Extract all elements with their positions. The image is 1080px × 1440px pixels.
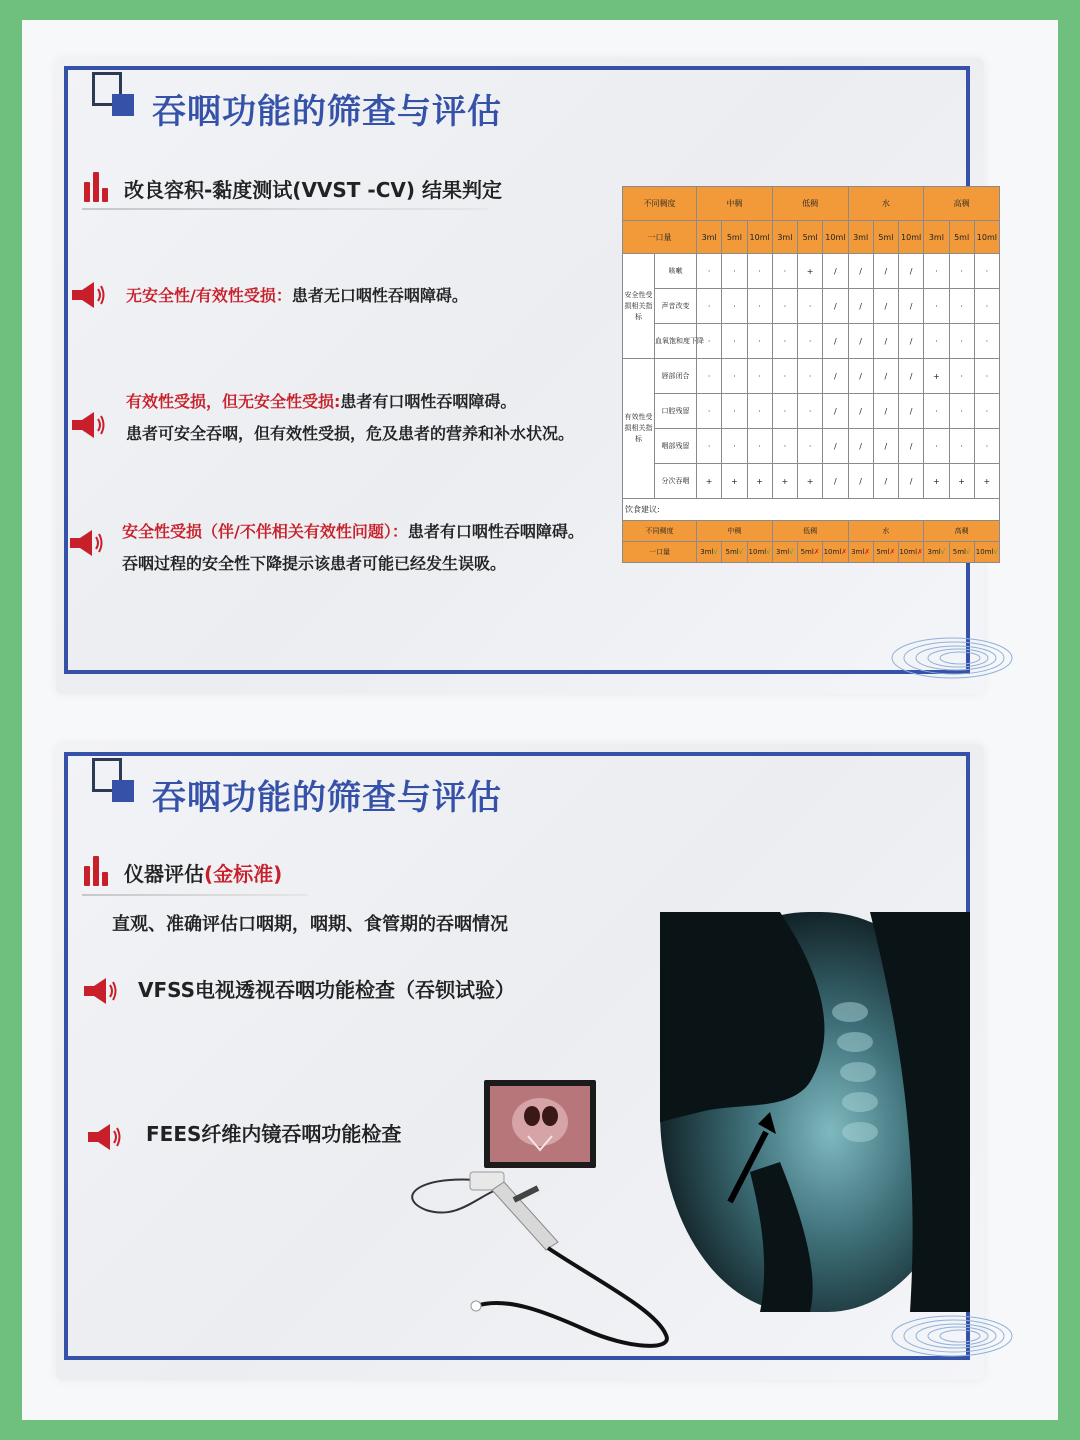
result-cell: · (697, 324, 722, 359)
volume-header: 10ml (899, 221, 924, 254)
result-cell: · (747, 429, 772, 464)
volume-text: 10ml (748, 548, 767, 556)
indicator-label: 口腔残留 (655, 394, 697, 429)
volume-text: 3ml (776, 548, 790, 556)
result-cell: / (899, 464, 924, 499)
result-cell: · (949, 394, 974, 429)
cross-icon: ✗ (813, 548, 820, 556)
result-text: 患者有口咽性吞咽障碍。 (340, 392, 517, 411)
result-cell: · (747, 359, 772, 394)
result-cell: + (772, 464, 797, 499)
result-cell: · (924, 394, 949, 429)
volume-text: 10ml (899, 548, 918, 556)
result-text: 患者有口咽性吞咽障碍。 (407, 522, 584, 541)
slide-instrument (56, 744, 984, 1380)
endoscope-device-image (396, 1080, 686, 1350)
table-row (623, 359, 1000, 394)
consistency-header: 中稠 (697, 187, 773, 221)
indicator-group-label: 安全性受损相关指标 (623, 254, 655, 359)
recommendation-cell (949, 542, 974, 563)
check-icon: √ (738, 548, 744, 556)
recommendation-cell (772, 542, 797, 563)
result-cell: · (974, 324, 999, 359)
result-cell: / (873, 324, 898, 359)
result-cell: · (949, 289, 974, 324)
fees-item: FEES纤维内镜吞咽功能检查 (146, 1122, 402, 1146)
result-cell: + (798, 464, 823, 499)
diet-row (623, 499, 1000, 521)
volume-text: 5ml (800, 548, 814, 556)
cross-icon: ✗ (841, 548, 848, 556)
cross-icon: ✗ (864, 548, 871, 556)
consistency-header: 中稠 (697, 521, 773, 542)
decorative-wave-graphic (882, 622, 978, 686)
volume-header: 5ml (949, 221, 974, 254)
result-cell: + (798, 254, 823, 289)
result-cell: · (798, 394, 823, 429)
recommendation-cell (924, 542, 949, 563)
consistency-header-row (623, 187, 1000, 221)
title-square-icon (92, 758, 138, 808)
decorative-wave-graphic (882, 1300, 978, 1364)
result-cell: · (722, 289, 747, 324)
volume-text: 5ml (876, 548, 890, 556)
result-cell: + (974, 464, 999, 499)
volume-header-row (623, 221, 1000, 254)
result-cell: · (772, 254, 797, 289)
consistency-corner-label: 不同稠度 (623, 521, 697, 542)
result-cell: · (722, 359, 747, 394)
slide-vvst (56, 58, 998, 694)
recommendation-cell (974, 542, 999, 563)
section-heading (124, 858, 282, 887)
result-cell: + (949, 464, 974, 499)
result-cell: + (924, 359, 949, 394)
result-cell: / (823, 429, 848, 464)
volume-text: 5ml (952, 548, 966, 556)
result-cell: · (697, 359, 722, 394)
slide-title: 吞咽功能的筛查与评估 (152, 778, 502, 818)
result-cell: · (974, 254, 999, 289)
volume-header: 3ml (772, 221, 797, 254)
recommendation-cell (722, 542, 747, 563)
volume-header: 10ml (974, 221, 999, 254)
consistency-header: 低稠 (772, 521, 848, 542)
title-square-icon (92, 72, 138, 122)
result-item-safety (122, 516, 584, 580)
table-row (623, 394, 1000, 429)
indicator-label: 血氧饱和度下降 (655, 324, 697, 359)
result-cell: / (823, 464, 848, 499)
result-cell: · (697, 289, 722, 324)
result-cell: / (899, 254, 924, 289)
cross-icon: ✗ (917, 548, 923, 556)
result-cell: / (873, 429, 898, 464)
result-cell: / (823, 394, 848, 429)
indicator-label: 唇部闭合 (655, 359, 697, 394)
table-row (623, 464, 1000, 499)
result-item-no-impairment (126, 280, 468, 312)
volume-header: 10ml (747, 221, 772, 254)
result-cell: / (873, 289, 898, 324)
result-cell: · (722, 394, 747, 429)
result-cell: + (722, 464, 747, 499)
check-icon: √ (993, 548, 998, 556)
result-cell: / (899, 324, 924, 359)
result-cell: · (772, 359, 797, 394)
volume-header: 3ml (924, 221, 949, 254)
consistency-header: 水 (848, 187, 924, 221)
result-item-efficacy (126, 386, 574, 450)
result-cell: · (772, 429, 797, 464)
recommendation-cell (798, 542, 823, 563)
description-text: 直观、准确评估口咽期，咽期、食管期的吞咽情况 (112, 914, 508, 935)
result-cell: · (747, 289, 772, 324)
volume-header: 3ml (848, 221, 873, 254)
megaphone-icon (86, 1122, 122, 1152)
result-cell: / (848, 394, 873, 429)
table-row (623, 429, 1000, 464)
result-label: 安全性受损（伴/不伴相关有效性问题）： (122, 522, 408, 541)
volume-text: 3ml (851, 548, 865, 556)
result-cell: · (949, 254, 974, 289)
result-cell: / (848, 429, 873, 464)
volume-text: 3ml (700, 548, 714, 556)
volume-header: 5ml (873, 221, 898, 254)
volume-text: 3ml (927, 548, 941, 556)
result-cell: / (899, 394, 924, 429)
result-cell: / (823, 324, 848, 359)
result-cell: · (924, 324, 949, 359)
vfss-item: VFSS电视透视吞咽功能检查（吞钡试验） (138, 978, 516, 1002)
result-cell: / (873, 254, 898, 289)
diet-advice-label: 饮食建议: (623, 499, 1000, 521)
consistency-header: 低稠 (772, 187, 848, 221)
volume-header: 10ml (823, 221, 848, 254)
result-cell: / (848, 359, 873, 394)
vfss-xray-image (660, 912, 970, 1312)
indicator-label: 分次吞咽 (655, 464, 697, 499)
check-icon: √ (966, 548, 971, 556)
result-label: 有效性受损，但无安全性受损: (126, 392, 341, 411)
result-cell: · (747, 394, 772, 429)
result-cell: · (974, 359, 999, 394)
result-cell: / (899, 359, 924, 394)
recommendation-cell (873, 542, 898, 563)
result-cell: · (747, 324, 772, 359)
result-cell: / (899, 289, 924, 324)
indicator-label: 咳嗽 (655, 254, 697, 289)
check-icon: √ (713, 548, 718, 556)
result-cell: · (772, 324, 797, 359)
result-cell: / (873, 394, 898, 429)
heading-underline (82, 894, 308, 896)
vvst-result-table (622, 186, 1000, 563)
megaphone-icon (82, 976, 118, 1006)
consistency-header: 水 (848, 521, 924, 542)
result-cell: / (823, 359, 848, 394)
page-sheet (22, 20, 1058, 1420)
table-row (623, 289, 1000, 324)
indicator-label: 咽部残留 (655, 429, 697, 464)
result-cell: · (747, 254, 772, 289)
result-detail: 患者可安全吞咽，但有效性受损，危及患者的营养和补水状况。 (126, 424, 575, 443)
result-cell: · (722, 254, 747, 289)
result-cell: · (798, 359, 823, 394)
result-cell: / (848, 464, 873, 499)
check-icon: √ (940, 548, 946, 556)
result-cell: / (848, 254, 873, 289)
section-heading-text: 仪器评估 (124, 862, 204, 886)
result-cell: · (722, 429, 747, 464)
volume-header: 5ml (798, 221, 823, 254)
result-cell: / (823, 254, 848, 289)
indicator-label: 声音改变 (655, 289, 697, 324)
table-row (623, 324, 1000, 359)
megaphone-icon (70, 280, 106, 310)
megaphone-icon (70, 410, 106, 440)
result-cell: / (873, 464, 898, 499)
result-cell: · (924, 289, 949, 324)
bar-chart-icon (84, 172, 110, 202)
result-cell: + (697, 464, 722, 499)
result-cell: · (949, 324, 974, 359)
volume-text: 10ml (823, 548, 842, 556)
recommendation-cell (848, 542, 873, 563)
result-text: 患者无口咽性吞咽障碍。 (291, 286, 468, 305)
volume-text: 5ml (725, 548, 739, 556)
result-cell: · (772, 394, 797, 429)
volume-text: 10ml (975, 548, 994, 556)
result-cell: · (924, 254, 949, 289)
result-cell: · (924, 429, 949, 464)
recommendation-cell (899, 542, 924, 563)
result-cell: · (949, 359, 974, 394)
megaphone-icon (68, 528, 104, 558)
result-cell: · (949, 429, 974, 464)
result-cell: + (747, 464, 772, 499)
result-cell: / (848, 289, 873, 324)
recommendation-cell (747, 542, 772, 563)
result-cell: · (974, 289, 999, 324)
section-heading: 改良容积-黏度测试(VVST -CV) 结果判定 (124, 178, 502, 202)
result-cell: · (722, 324, 747, 359)
consistency-corner-label: 不同稠度 (623, 187, 697, 221)
consistency-header-row (623, 521, 1000, 542)
indicator-group-label: 有效性受损相关指标 (623, 359, 655, 499)
result-cell: · (697, 394, 722, 429)
result-cell: · (798, 289, 823, 324)
recommendation-cell (823, 542, 848, 563)
volume-header: 3ml (697, 221, 722, 254)
result-cell: · (798, 429, 823, 464)
result-label: 无安全性/有效性受损： (126, 286, 292, 305)
result-detail: 吞咽过程的安全性下降提示该患者可能已经发生误吸。 (122, 554, 507, 573)
result-cell: · (798, 324, 823, 359)
result-cell: / (823, 289, 848, 324)
cross-icon: ✗ (889, 548, 896, 556)
result-cell: / (848, 324, 873, 359)
heading-underline (82, 208, 488, 210)
volume-label: 一口量 (623, 221, 697, 254)
volume-label: 一口量 (623, 542, 697, 563)
volume-header: 5ml (722, 221, 747, 254)
recommendation-row (623, 542, 1000, 563)
result-cell: · (697, 429, 722, 464)
check-icon: √ (789, 548, 794, 556)
result-cell: / (873, 359, 898, 394)
consistency-header: 高稠 (924, 187, 1000, 221)
result-cell: · (772, 289, 797, 324)
result-cell: · (974, 394, 999, 429)
check-icon: √ (766, 548, 771, 556)
table-row (623, 254, 1000, 289)
slide-title: 吞咽功能的筛查与评估 (152, 92, 502, 132)
result-cell: / (899, 429, 924, 464)
result-cell: · (974, 429, 999, 464)
result-cell: + (924, 464, 949, 499)
recommendation-cell (697, 542, 722, 563)
result-cell: · (697, 254, 722, 289)
bar-chart-icon (84, 856, 110, 886)
consistency-header: 高稠 (924, 521, 1000, 542)
gold-standard-label: (金标准) (204, 862, 283, 886)
